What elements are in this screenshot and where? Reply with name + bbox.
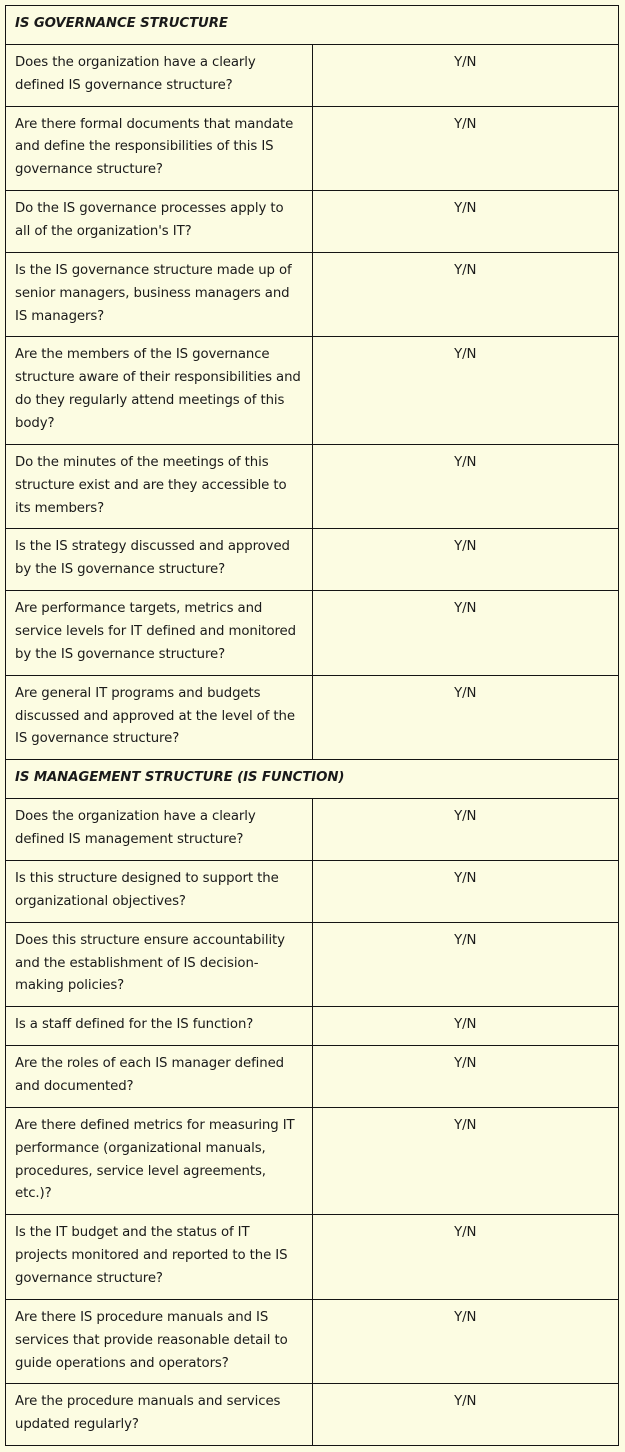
section-title: IS MANAGEMENT STRUCTURE (IS FUNCTION)	[6, 760, 619, 799]
question-cell: Is the IS strategy discussed and approved by the IS governance structure?	[6, 529, 313, 591]
answer-cell[interactable]: Y/N	[312, 1107, 619, 1214]
question-cell: Are general IT programs and budgets discussed and approved at the level of the IS governance structure?	[6, 675, 313, 760]
checklist-row	[6, 799, 619, 861]
answer-cell[interactable]: Y/N	[312, 106, 619, 191]
question-cell: Does this structure ensure accountability and the establishment of IS decision-making policies?	[6, 922, 313, 1007]
answer-cell[interactable]: Y/N	[312, 444, 619, 529]
question-cell: Does the organization have a clearly defined IS management structure?	[6, 799, 313, 861]
answer-cell[interactable]: Y/N	[312, 191, 619, 253]
answer-cell[interactable]: Y/N	[312, 252, 619, 337]
question-cell: Do the IS governance processes apply to all of the organization's IT?	[6, 191, 313, 253]
question-cell: Is a staff defined for the IS function?	[6, 1007, 313, 1046]
question-cell: Are there defined metrics for measuring IT performance (organizational manuals, procedures, service level agreements, etc.)?	[6, 1107, 313, 1214]
answer-cell[interactable]: Y/N	[312, 337, 619, 444]
question-cell: Is the IT budget and the status of IT projects monitored and reported to the IS governance structure?	[6, 1215, 313, 1300]
governance-checklist-table	[5, 5, 619, 1446]
checklist-row	[6, 444, 619, 529]
question-cell: Are there formal documents that mandate and define the responsibilities of this IS governance structure?	[6, 106, 313, 191]
checklist-row	[6, 922, 619, 1007]
checklist-row	[6, 44, 619, 106]
answer-cell[interactable]: Y/N	[312, 675, 619, 760]
question-cell: Are the members of the IS governance structure aware of their responsibilities and do they regularly attend meetings of this body?	[6, 337, 313, 444]
question-cell: Are the roles of each IS manager defined and documented?	[6, 1046, 313, 1108]
answer-cell[interactable]: Y/N	[312, 799, 619, 861]
answer-cell[interactable]: Y/N	[312, 591, 619, 676]
checklist-row	[6, 1215, 619, 1300]
question-cell: Are there IS procedure manuals and IS services that provide reasonable detail to guide operations and operators?	[6, 1299, 313, 1384]
answer-cell[interactable]: Y/N	[312, 529, 619, 591]
checklist-row	[6, 1107, 619, 1214]
answer-cell[interactable]: Y/N	[312, 1299, 619, 1384]
answer-cell[interactable]: Y/N	[312, 1007, 619, 1046]
answer-cell[interactable]: Y/N	[312, 1046, 619, 1108]
section-title: IS GOVERNANCE STRUCTURE	[6, 6, 619, 45]
checklist-row	[6, 1299, 619, 1384]
checklist-row	[6, 252, 619, 337]
checklist-row	[6, 591, 619, 676]
checklist-row	[6, 860, 619, 922]
section-header-row	[6, 760, 619, 799]
answer-cell[interactable]: Y/N	[312, 922, 619, 1007]
answer-cell[interactable]: Y/N	[312, 860, 619, 922]
answer-cell[interactable]: Y/N	[312, 44, 619, 106]
answer-cell[interactable]: Y/N	[312, 1384, 619, 1446]
question-cell: Does the organization have a clearly defined IS governance structure?	[6, 44, 313, 106]
question-cell: Is this structure designed to support the organizational objectives?	[6, 860, 313, 922]
question-cell: Is the IS governance structure made up of senior managers, business managers and IS managers?	[6, 252, 313, 337]
checklist-row	[6, 1007, 619, 1046]
checklist-row	[6, 191, 619, 253]
question-cell: Are the procedure manuals and services updated regularly?	[6, 1384, 313, 1446]
checklist-row	[6, 337, 619, 444]
checklist-row	[6, 106, 619, 191]
checklist-row	[6, 1046, 619, 1108]
answer-cell[interactable]: Y/N	[312, 1215, 619, 1300]
checklist-row	[6, 675, 619, 760]
section-header-row	[6, 6, 619, 45]
checklist-body	[6, 6, 619, 1446]
question-cell: Are performance targets, metrics and service levels for IT defined and monitored by the IS governance structure?	[6, 591, 313, 676]
checklist-row	[6, 529, 619, 591]
checklist-row	[6, 1384, 619, 1446]
question-cell: Do the minutes of the meetings of this structure exist and are they accessible to its members?	[6, 444, 313, 529]
